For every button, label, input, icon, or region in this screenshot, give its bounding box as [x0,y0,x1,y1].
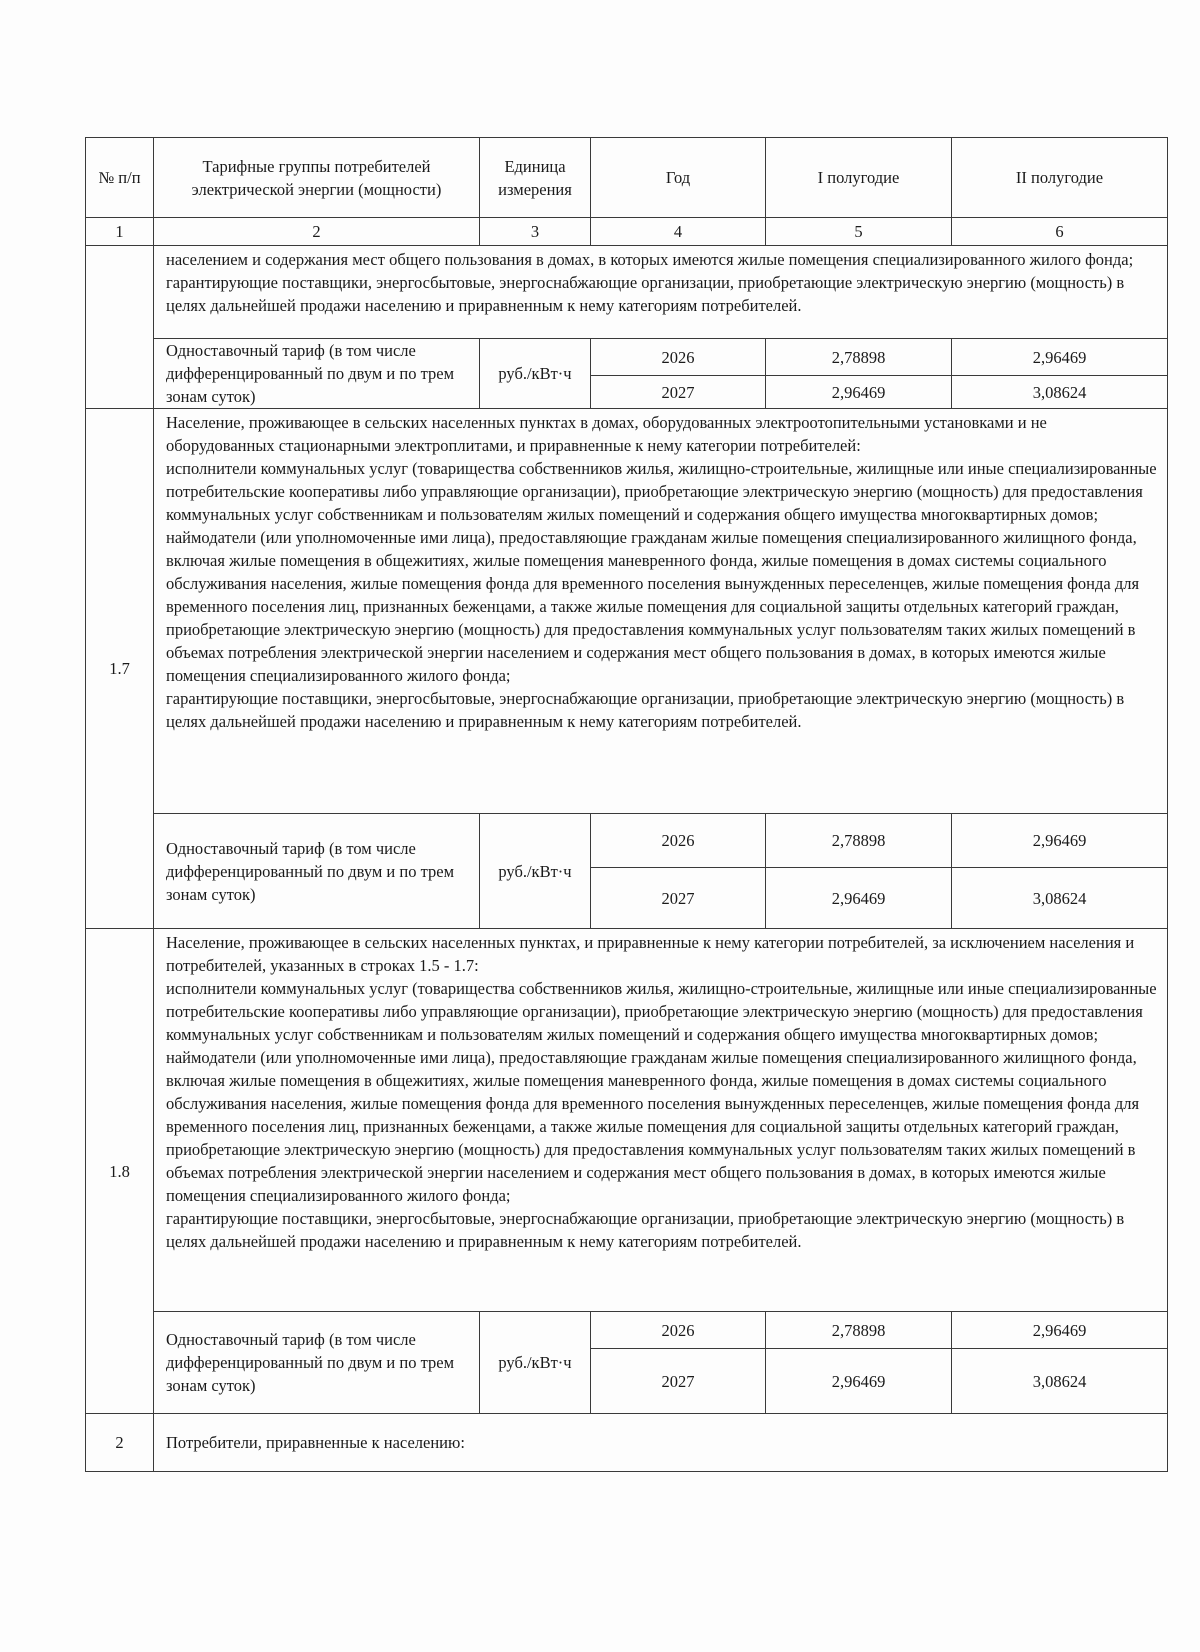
tariff-half2: 3,08624 [952,1349,1168,1414]
tariff-row [86,339,1168,376]
desc-paragraph: Население, проживающее в сельских населенных пунктах в домах, оборудованных электроотопительными установками и не оборудованных стационарными электроплитами, и приравненные к нему категории потребителей: [166,413,1047,455]
tariff-year: 2026 [591,1312,766,1349]
tariff-name: Одноставочный тариф (в том числе дифференцированный по двум и по трем зонам суток) [154,1312,480,1414]
tariff-half2: 3,08624 [952,868,1168,929]
tariff-year: 2027 [591,1349,766,1414]
tariff-half2: 2,96469 [952,1312,1168,1349]
tariff-unit: руб./кВт·ч [480,1312,591,1414]
tariff-half2: 2,96469 [952,814,1168,868]
tariff-half1: 2,96469 [766,1349,952,1414]
tariff-half1: 2,78898 [766,814,952,868]
column-number: 4 [591,218,766,246]
tariff-year: 2027 [591,376,766,409]
header-row [86,138,1168,218]
desc-paragraph: гарантирующие поставщики, энергосбытовые, энергоснабжающие организации, приобретающие электрическую энергию (мощность) в целях дальнейшей продажи населению и приравненным к нему категориям потребителей. [166,1209,1125,1251]
desc-paragraph: гарантирующие поставщики, энергосбытовые, энергоснабжающие организации, приобретающие электрическую энергию (мощность) в целях дальнейшей продажи населению и приравненным к нему категориям потребителей. [166,689,1125,731]
table-row-2 [86,1414,1168,1472]
tariff-half2: 3,08624 [952,376,1168,409]
table-row-cont [86,246,1168,339]
desc-paragraph: населением и содержания мест общего пользования в домах, в которых имеются жилые помещения специализированного жилого фонда; [166,250,1134,269]
row-description [154,929,1168,1312]
header-unit: Единица измерения [480,138,591,218]
desc-paragraph: наймодатели (или уполномоченные ими лица), предоставляющие гражданам жилые помещения специализированного жилищного фонда, включая жилые помещения в общежитиях, жилые помещения маневренного фонда, жилые помещения в домах системы социального обслуживания населения, жилые помещения фонда для временного поселения вынужденных переселенцев, жилые помещения фонда для временного поселения лиц, признанных беженцами, а также жилые помещения для социальной защиты отдельных категорий граждан, приобретающие электрическую энергию (мощность) для предоставления коммунальных услуг пользователям таких жилых помещений в объемах потребления электрической энергии населением и содержания мест общего пользования в домах, в которых имеются жилые помещения специализированного жилого фонда; [166,1048,1140,1205]
tariff-half2: 2,96469 [952,339,1168,376]
tariff-year: 2027 [591,868,766,929]
column-number: 6 [952,218,1168,246]
row-number: 1.8 [86,929,154,1414]
tariff-half1: 2,96469 [766,376,952,409]
header-number: № п/п [86,138,154,218]
row-number [86,246,154,409]
row-number: 2 [86,1414,154,1472]
column-number: 3 [480,218,591,246]
desc-paragraph: исполнители коммунальных услуг (товарищества собственников жилья, жилищно-строительные, жилищные или иные специализированные потребительские кооперативы либо управляющие организации), приобретающие электрическую энергию (мощность) для предоставления коммунальных услуг собственникам и пользователям жилых помещений и содержания общего имущества многоквартирных домов; [166,459,1157,524]
tariff-table [85,137,1168,1472]
tariff-half1: 2,78898 [766,339,952,376]
header-half1: I полугодие [766,138,952,218]
header-tariff-groups: Тарифные группы потребителей электрической энергии (мощности) [154,138,480,218]
row-description [154,409,1168,814]
tariff-half1: 2,78898 [766,1312,952,1349]
header-half2: II полугодие [952,138,1168,218]
tariff-year: 2026 [591,339,766,376]
desc-paragraph: Население, проживающее в сельских населенных пунктах, и приравненные к нему категории потребителей, за исключением населения и потребителей, указанных в строках 1.5 - 1.7: [166,933,1135,975]
tariff-unit: руб./кВт·ч [480,339,591,409]
column-number-row [86,218,1168,246]
table-row-1-7 [86,409,1168,814]
tariff-row [86,814,1168,868]
column-number: 5 [766,218,952,246]
row-number: 1.7 [86,409,154,929]
desc-paragraph: наймодатели (или уполномоченные ими лица), предоставляющие гражданам жилые помещения специализированного жилищного фонда, включая жилые помещения в общежитиях, жилые помещения маневренного фонда, жилые помещения в домах системы социального обслуживания населения, жилые помещения фонда для временного поселения вынужденных переселенцев, жилые помещения фонда для временного поселения лиц, признанных беженцами, а также жилые помещения для социальной защиты отдельных категорий граждан, приобретающие электрическую энергию (мощность) для предоставления коммунальных услуг пользователям таких жилых помещений в объемах потребления электрической энергии населением и содержания мест общего пользования в домах, в которых имеются жилые помещения специализированного жилого фонда; [166,528,1140,685]
tariff-row [86,1312,1168,1349]
tariff-unit: руб./кВт·ч [480,814,591,929]
tariff-half1: 2,96469 [766,868,952,929]
table-row-1-8 [86,929,1168,1312]
column-number: 2 [154,218,480,246]
column-number: 1 [86,218,154,246]
row-description: Потребители, приравненные к населению: [154,1414,1168,1472]
desc-paragraph: исполнители коммунальных услуг (товарищества собственников жилья, жилищно-строительные, жилищные или иные специализированные потребительские кооперативы либо управляющие организации), приобретающие электрическую энергию (мощность) для предоставления коммунальных услуг собственникам и пользователям жилых помещений и содержания общего имущества многоквартирных домов; [166,979,1157,1044]
tariff-name: Одноставочный тариф (в том числе дифференцированный по двум и по трем зонам суток) [154,339,480,409]
tariff-name: Одноставочный тариф (в том числе дифференцированный по двум и по трем зонам суток) [154,814,480,929]
row-description [154,246,1168,339]
header-year: Год [591,138,766,218]
desc-paragraph: гарантирующие поставщики, энергосбытовые, энергоснабжающие организации, приобретающие электрическую энергию (мощность) в целях дальнейшей продажи населению и приравненным к нему категориям потребителей. [166,273,1125,315]
tariff-year: 2026 [591,814,766,868]
